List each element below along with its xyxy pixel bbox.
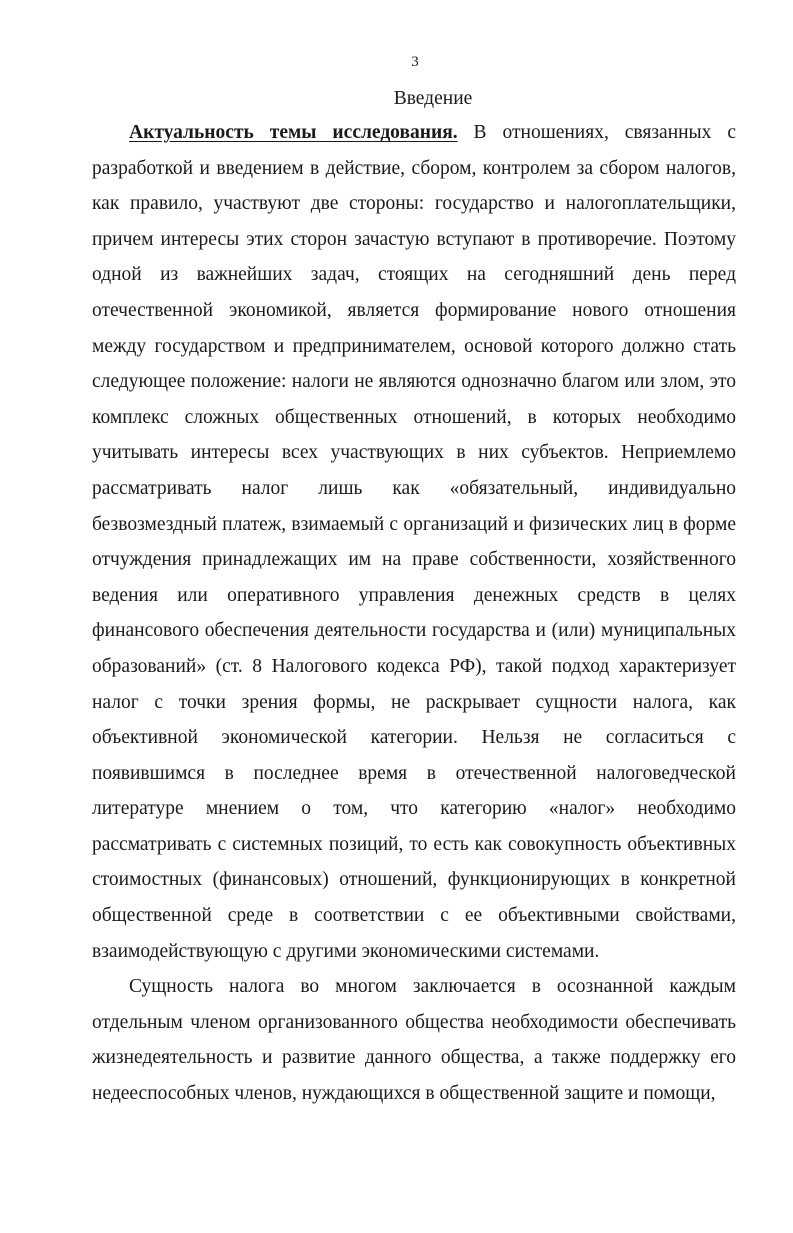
paragraph-text: Сущность налога во многом заключается в осознанной каждым отдельным членом организованного общества необходимости обеспечивать жизнедеятельность и развитие данного общества, а также поддержку его недееспособных членов, нуждающихся в общественной защите и помощи, — [92, 976, 736, 1104]
paragraph — [92, 969, 736, 1111]
paragraph-lead-phrase: Актуальность темы исследования. — [129, 122, 458, 143]
page-number: 3 — [411, 54, 419, 70]
paragraph-text: В отношениях, связанных с разработкой и введением в действие, сбором, контролем за сбором налогов, как правило, участвуют две стороны: государство и налогоплательщики, причем интересы этих сторон зачастую вступают в противоречие. Поэтому одной из важнейших задач, стоящих на сегодняшний день перед отечественной экономикой, является формирование нового отношения между государством и предпринимателем, основой которого должно стать следующее положение: налоги не являются однозначно благом или злом, это комплекс сложных общественных отношений, в которых необходимо учитывать интересы всех участвующих в них субъектов. Неприемлемо рассматривать налог лишь как «обязательный, индивидуально безвозмездный платеж, взимаемый с организаций и физических лиц в форме отчуждения принадлежащих им на праве собственности, хозяйственного ведения или оперативного управления денежных средств в целях финансового обеспечения деятельности государства и (или) муниципальных образований» (ст. 8 Налогового кодекса РФ), такой подход характеризует налог с точки зрения формы, не раскрывает сущности налога, как объективной экономической категории. Нельзя не согласиться с появившимся в последнее время в отечественной налоговедческой литературе мнением о том, что категорию «налог» необходимо рассматривать с системных позиций, то есть как совокупность объективных стоимостных (финансовых) отношений, функционирующих в конкретной общественной среде в соответствии с ее объективными свойствами, взаимодействующую с другими экономическими системами. — [92, 122, 736, 962]
section-heading: Введение — [393, 88, 473, 109]
paragraph — [92, 115, 736, 969]
